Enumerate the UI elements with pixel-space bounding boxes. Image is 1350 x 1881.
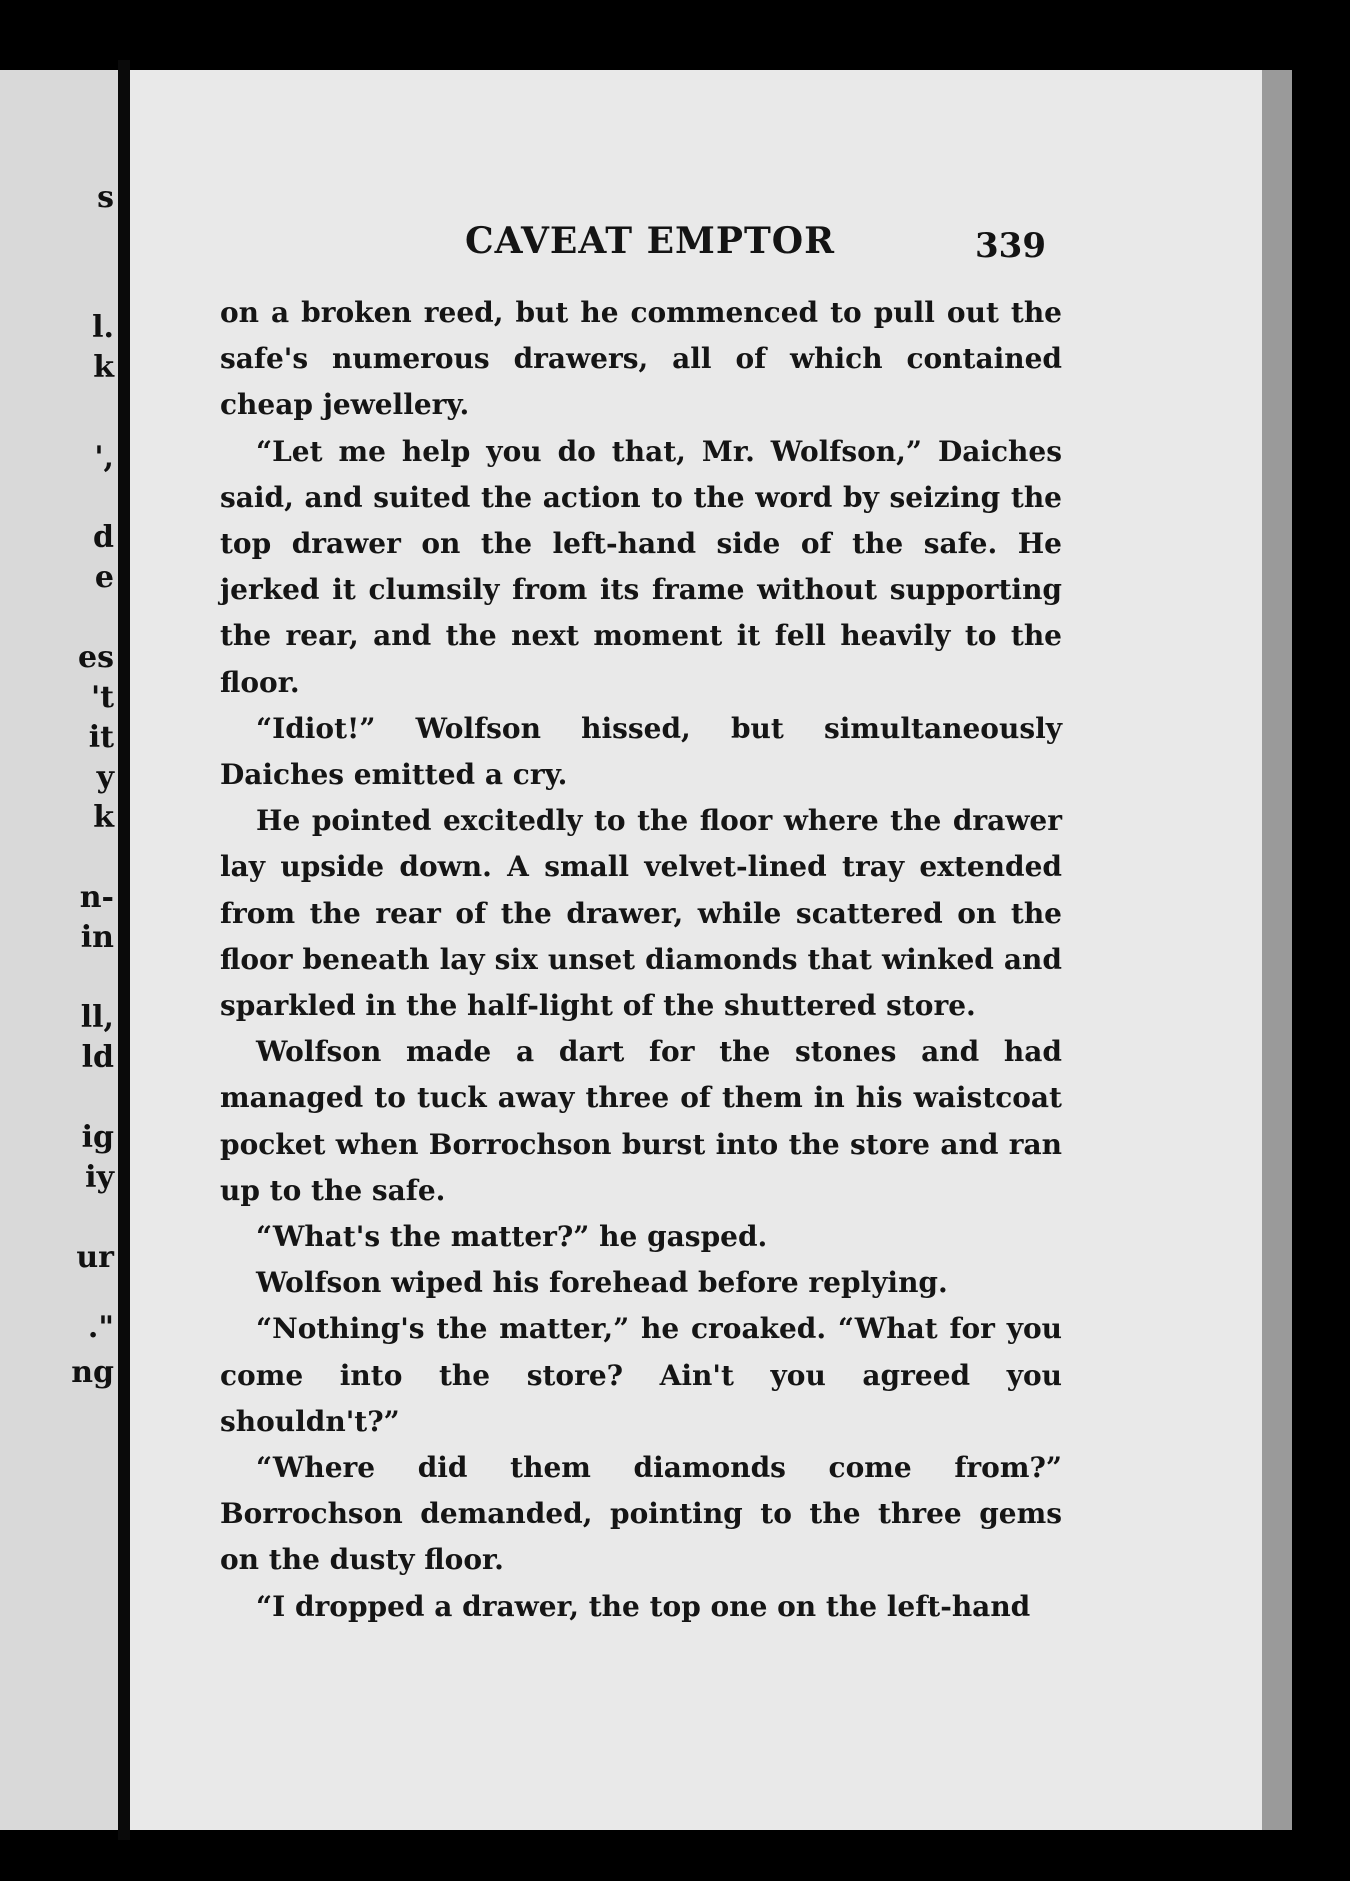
facing-page-text: ', <box>94 440 114 475</box>
facing-page-text: ur <box>76 1240 114 1275</box>
facing-page-text: ng <box>71 1355 114 1390</box>
book-page <box>130 70 1285 1830</box>
book-gutter <box>118 60 130 1840</box>
facing-page-text: iy <box>85 1160 114 1195</box>
paragraph-1: on a broken reed, but he commenced to pull out the safe's numerous drawers, all of which contained cheap jewellery. <box>220 296 1062 422</box>
facing-page-text: ." <box>87 1310 114 1345</box>
facing-page-text: y <box>96 760 114 795</box>
facing-page-text: ll, <box>80 1000 114 1035</box>
facing-page-fragment <box>0 70 118 1830</box>
page-edge <box>1262 70 1292 1830</box>
facing-page-text: d <box>93 520 114 555</box>
facing-page-text: ld <box>81 1040 114 1075</box>
paragraph-7: Wolfson wiped his forehead before replying. <box>256 1266 948 1300</box>
facing-page-text: 't <box>90 680 114 715</box>
page-number: 339 <box>975 226 1046 266</box>
paragraph-4: He pointed excitedly to the floor where the drawer lay upside down. A small velvet-lined tray extended from the rear of the drawer, while scattered on the floor beneath lay six unset diamonds that winked and sparkled in the half-light of the shuttered store. <box>220 804 1062 1023</box>
paragraph-2: “Let me help you do that, Mr. Wolfson,” Daiches said, and suited the action to the word by seizing the top drawer on the left-hand side of the safe. He jerked it clumsily from its frame without supporting the rear, and the next moment it fell heavily to the floor. <box>220 434 1062 699</box>
paragraph-5: Wolfson made a dart for the stones and had managed to tuck away three of them in his waistcoat pocket when Borrochson burst into the store and ran up to the safe. <box>220 1035 1062 1207</box>
facing-page-text: ig <box>81 1120 114 1155</box>
running-head: CAVEAT EMPTOR <box>465 220 836 262</box>
facing-page-text: e <box>94 560 114 595</box>
paragraph-6: “What's the matter?” he gasped. <box>256 1220 768 1254</box>
facing-page-text: k <box>93 350 114 385</box>
facing-page-text: it <box>88 720 114 755</box>
facing-page-text: n- <box>79 880 114 915</box>
facing-page-text: es <box>78 640 114 675</box>
facing-page-text: l. <box>92 310 114 345</box>
paragraph-10: “I dropped a drawer, the top one on the left-hand <box>256 1589 1031 1623</box>
paragraph-3: “Idiot!” Wolfson hissed, but simultaneously Daiches emitted a cry. <box>220 711 1062 792</box>
body-text <box>220 290 1062 1630</box>
facing-page-text: s <box>97 180 114 215</box>
paragraph-9: “Where did them diamonds come from?” Borrochson demanded, pointing to the three gems on the dusty floor. <box>220 1451 1062 1577</box>
paragraph-8: “Nothing's the matter,” he croaked. “What for you come into the store? Ain't you agreed you shouldn't?” <box>220 1312 1062 1438</box>
facing-page-text: in <box>80 920 114 955</box>
facing-page-text: k <box>93 800 114 835</box>
